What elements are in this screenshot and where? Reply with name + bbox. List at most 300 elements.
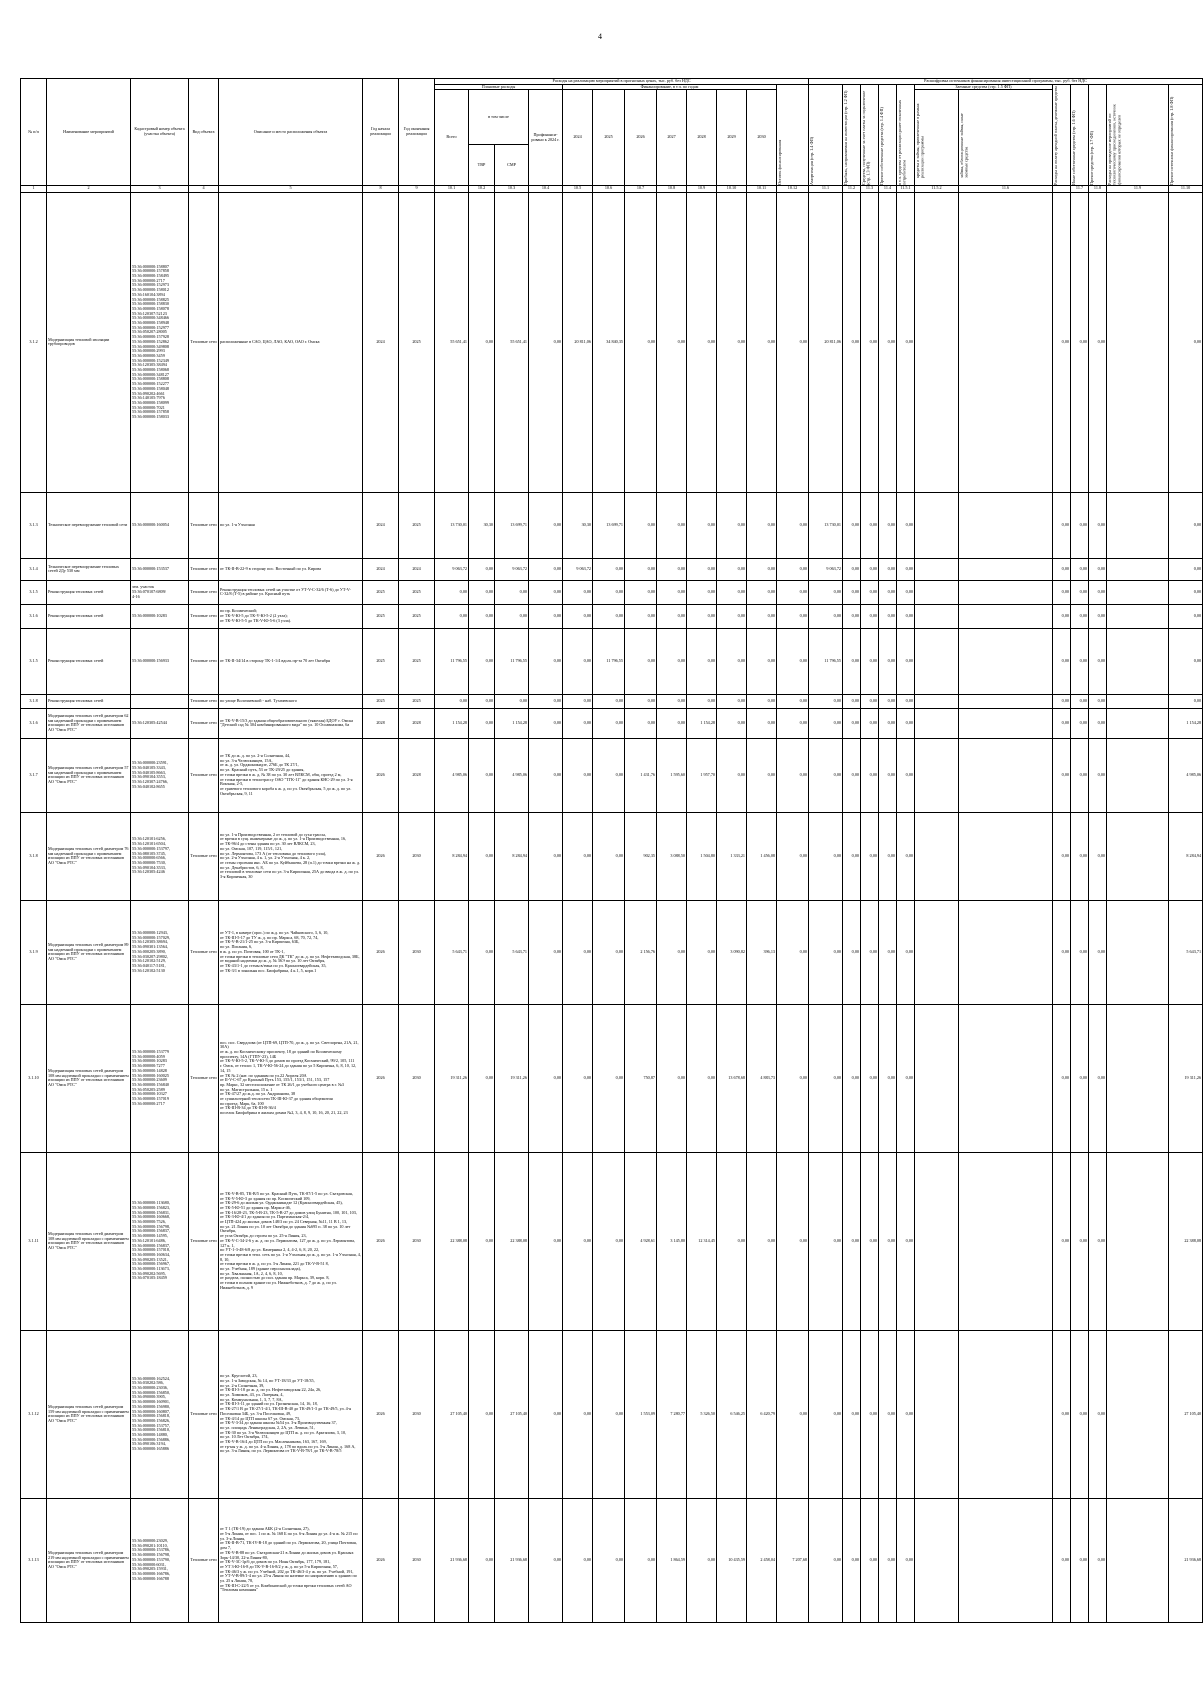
cell-value: 0,00 <box>843 558 861 580</box>
column-index-cell: 10.5 <box>563 185 593 192</box>
cell-no: 3.1.5 <box>21 580 47 604</box>
cell-value: 0,00 <box>777 580 809 604</box>
cell-value: 0,00 <box>1053 492 1071 558</box>
cell-cadastral: 55:36:120305:42544 <box>131 708 189 738</box>
cell-value: 0,00 <box>1071 192 1089 492</box>
cell-cadastral: 55:36:000000:162524, 55:36:030202:586, 55:36:000000:23036, 55:36:000000:156850, 55:36:090000:3905, 55:36:000000:160901, 55:36:000000:156980, 55:36:000000:160807, 55:36:000000:156818, 55:36:000000:156826, 55:36:000000:153757, 55:36:000000:156810, 55:36:000000:14880, 55:36:000000:156886, 55:36:090106:3194, 55:36:000000:165886 <box>131 1330 189 1498</box>
cell-value: 0,00 <box>777 1004 809 1152</box>
cell-value: 0,00 <box>747 192 777 492</box>
cell-value: 0,00 <box>593 1498 625 1622</box>
cell-no: 3.1.5 <box>21 628 47 694</box>
cell-name: Реконструкция тепловых сетей <box>47 628 131 694</box>
cell-value: 8 284,94 <box>435 812 469 900</box>
hdr-fund-3: Средства, полученные за счет платы за подключение (стр. 1.3 ФП) <box>861 84 879 185</box>
cell-value: 0,00 <box>1089 628 1107 694</box>
cell-value: 0,00 <box>1089 694 1107 708</box>
column-index-cell: 3 <box>131 185 189 192</box>
cell-value: 2 156,76 <box>625 900 657 1004</box>
cell-value: 0,00 <box>879 694 897 708</box>
hdr-funding-group: Расшифровка источников финансирования инвестиционной программы, тыс. руб. без НДС <box>809 79 1203 85</box>
cell-value: 0,00 <box>897 708 915 738</box>
cell-value: 0,00 <box>861 738 879 812</box>
cell-value: 1 553,09 <box>625 1330 657 1498</box>
cell-value: 1 333,21 <box>717 812 747 900</box>
cell-value: 5 326,50 <box>687 1330 717 1498</box>
hdr-total: Всего <box>435 90 469 185</box>
cell-value: 0,00 <box>861 628 879 694</box>
cell-value: 0,00 <box>593 1152 625 1330</box>
cell-value: 9 063,72 <box>435 558 469 580</box>
cell-value: 0,00 <box>1071 1498 1089 1622</box>
cell-value: 0,00 <box>747 558 777 580</box>
cell-value: 55 651,41 <box>495 192 529 492</box>
cell-value: 13 730,01 <box>435 492 469 558</box>
cell-value: 11 796,55 <box>809 628 843 694</box>
cell-value: 0,00 <box>777 708 809 738</box>
cell-value: 0,00 <box>879 812 897 900</box>
hdr-year-2024: 2024 <box>563 90 593 185</box>
cell-value: 0,00 <box>809 900 843 1004</box>
cell-object-type: Тепловые сети <box>189 192 219 492</box>
cell-cadastral: 55:36:000000:153779 55:36:000000:4059 55:36:000000:10283 55:36:000000:7277 55:36:000000:14828 55:36:000000:160025 55:36:000000:23609 55:36:000000:156840 55:36:050205:2589 55:36:000000:10327 55:36:000000:157019 55:36:000000:2717 <box>131 1004 189 1152</box>
cell-value <box>1107 812 1169 900</box>
cell-cadastral: 55:36:000000:158807 55:36:000000:157858 55:36:000000:158495 55:36:000000:2717 55:36:000000:152973 55:36:000000:158012 55:36:160104:3894 55:36:000000:158825 55:36:000000:158830 55:36:000000:158078 55:36:120307:52123 55:36:000000:348466 55:36:000000:158948 55:36:000000:152977 55:36:050207:28005 55:36:000000:157928 55:36:000000:152862 55:36:000000:349808 55:36:000000:2993 55:36:000000:3459 55:36:000000:152349 55:36:120305:38494 55:36:000000:158068 55:36:000000:348127 55:36:000000:158808 55:36:000000:152277 55:36:000000:158048 55:36:090202:4661 55:36:140105:7976 55:36:000000:158099 55:36:000000:7021 55:36:000000:157858 55:36:000000:158033 <box>131 192 189 492</box>
cell-value: 0,00 <box>809 580 843 604</box>
cell-value: 0,00 <box>717 738 747 812</box>
cell-value <box>1107 492 1169 558</box>
cell-value: 1 456,08 <box>747 812 777 900</box>
cell-value: 0,00 <box>897 580 915 604</box>
cell-name: Модернизация тепловых сетей диаметром 89 мм надземной прокладки с применением изоляции из ППУ от тепловых источников АО "Омск РТС" <box>47 900 131 1004</box>
table-row <box>21 492 1203 558</box>
column-index-cell: 11.4 <box>879 185 897 192</box>
column-index-cell: 10.4 <box>529 185 563 192</box>
hdr-fund-2: Прибыль, направляемая на инвестиции (стр. 1.2 ФП) <box>843 84 861 185</box>
hdr-year-2027: 2027 <box>657 90 687 185</box>
cell-value: 0,00 <box>625 492 657 558</box>
cell-value: 0,00 <box>777 604 809 628</box>
cell-year-start: 2025 <box>363 628 399 694</box>
cell-value: 5 643,71 <box>495 900 529 1004</box>
cell-value: 1 504,80 <box>687 812 717 900</box>
cell-value: 0,00 <box>469 1004 495 1152</box>
hdr-fund-1: Амортизация (стр. 1.4 ФП) <box>809 84 843 185</box>
cell-value: 0,00 <box>625 628 657 694</box>
column-index-cell <box>1053 185 1071 192</box>
cell-value <box>915 558 959 580</box>
cell-value: 0,00 <box>593 708 625 738</box>
cell-value: 0,00 <box>1071 580 1089 604</box>
cell-value <box>1107 1498 1169 1622</box>
cell-object-type: Тепловые сети <box>189 1498 219 1622</box>
column-index-cell: 10.11 <box>747 185 777 192</box>
column-index-cell: 1 <box>21 185 47 192</box>
cell-value: 0,00 <box>1071 1330 1089 1498</box>
hdr-remaining: Остаток финансирования <box>777 84 809 185</box>
cell-value: 0,00 <box>529 628 563 694</box>
cell-value: 0,00 <box>625 1498 657 1622</box>
cell-value: 0,00 <box>563 738 593 812</box>
cell-value: 0,00 <box>717 1152 747 1330</box>
cell-value: 0,00 <box>593 738 625 812</box>
cell-value <box>1107 580 1169 604</box>
cell-value: 22 388,08 <box>1169 1152 1203 1330</box>
column-index-cell: 9 <box>399 185 435 192</box>
cell-no: 3.1.11 <box>21 1152 47 1330</box>
cell-value: 0,00 <box>747 628 777 694</box>
cell-value: 0,00 <box>717 694 747 708</box>
cell-value: 4 985,06 <box>1169 738 1203 812</box>
cell-value: 0,00 <box>897 492 915 558</box>
cell-value: 0,00 <box>809 812 843 900</box>
column-index-cell: 11.10 <box>1169 185 1203 192</box>
cell-value: 0,00 <box>625 604 657 628</box>
cell-value <box>959 604 1053 628</box>
cell-value: 0,00 <box>625 558 657 580</box>
cell-cadastral: 55:36:000000:156933 <box>131 628 189 694</box>
column-index-cell: 10.10 <box>717 185 747 192</box>
cell-value: 0,00 <box>1169 558 1203 580</box>
cell-value <box>959 1004 1053 1152</box>
cell-value: 0,00 <box>861 492 879 558</box>
cell-value: 0,00 <box>1089 558 1107 580</box>
cell-value: 0,00 <box>1053 1004 1071 1152</box>
cell-no: 3.1.8 <box>21 812 47 900</box>
cell-value: 0,00 <box>1071 604 1089 628</box>
column-index-cell: 11.3 <box>861 185 879 192</box>
cell-value: 0,00 <box>809 694 843 708</box>
cell-description: от ТК-II-34/14 в сторону ТК-1-1/4 вдоль пр-та 70 лет Октября <box>219 628 363 694</box>
cell-value: 0,00 <box>469 192 495 492</box>
cell-value: 0,00 <box>717 492 747 558</box>
cell-value: 21 936,68 <box>495 1498 529 1622</box>
cell-value <box>1107 604 1169 628</box>
cell-value: 1 154,28 <box>435 708 469 738</box>
cell-value: 0,00 <box>1089 192 1107 492</box>
table-row <box>21 628 1203 694</box>
cell-value: 0,00 <box>563 708 593 738</box>
cell-value: 30,30 <box>469 492 495 558</box>
table-row <box>21 558 1203 580</box>
cell-value <box>959 1330 1053 1498</box>
table-row <box>21 812 1203 900</box>
cell-value: 0,00 <box>1071 1152 1089 1330</box>
cell-value: 0,00 <box>687 558 717 580</box>
cell-value: 0,00 <box>529 1330 563 1498</box>
cell-value: 0,00 <box>879 492 897 558</box>
cell-value: 0,00 <box>529 604 563 628</box>
cell-value: 0,00 <box>469 558 495 580</box>
cell-object-type: Тепловые сети <box>189 628 219 694</box>
cell-name: Модернизация тепловой изоляции трубопроводов <box>47 192 131 492</box>
cell-value: 0,00 <box>1169 604 1203 628</box>
cell-no: 3.1.10 <box>21 1004 47 1152</box>
cell-value: 396,13 <box>747 900 777 1004</box>
cell-value: 0,00 <box>1053 628 1071 694</box>
hdr-fund-9: Расходы на оплату арендной платы, денежные средства <box>1053 84 1071 185</box>
cell-year-end: 2030 <box>399 900 435 1004</box>
cell-value: 0,00 <box>843 492 861 558</box>
cell-value: 0,00 <box>747 492 777 558</box>
cell-value: 9 063,72 <box>495 558 529 580</box>
cell-value: 0,00 <box>469 628 495 694</box>
cell-value: 0,00 <box>897 558 915 580</box>
cell-value: 0,00 <box>593 604 625 628</box>
cell-value: 0,00 <box>593 694 625 708</box>
cell-year-end: 2024 <box>399 558 435 580</box>
cell-value: 0,00 <box>625 694 657 708</box>
cell-value: 0,00 <box>777 192 809 492</box>
cell-value: 0,00 <box>1089 708 1107 738</box>
cell-value: 0,00 <box>717 192 747 492</box>
cell-no: 3.1.7 <box>21 738 47 812</box>
cell-value: 0,00 <box>495 604 529 628</box>
cell-value <box>915 492 959 558</box>
cell-value: 0,00 <box>563 1152 593 1330</box>
cell-value: 0,00 <box>687 900 717 1004</box>
cell-value: 0,00 <box>843 738 861 812</box>
column-index-cell: 11.5.1 <box>897 185 915 192</box>
cell-value: 0,00 <box>469 738 495 812</box>
cell-cadastral: 55:36:000000:113680, 55:36:000000:156823, 55:36:000000:156831, 55:36:000000:160668, 55:36:000000:7526, 55:36:000000:156798, 55:36:000000:156837, 55:36:000000:14595, 55:36:120101:6486, 55:36:000000:156837, 55:36:000000:157018, 55:36:000000:160634, 55:36:090205:13521, 55:36:000000:156967, 55:36:000000:113673, 55:36:090202:5695, 55:36:070105:18459 <box>131 1152 189 1330</box>
cell-value: 0,00 <box>1089 580 1107 604</box>
cell-value: 0,00 <box>843 900 861 1004</box>
cell-value: 0,00 <box>1053 558 1071 580</box>
hdr-fund-11: Прочие средства (стр. 1.7 ФП) <box>1089 84 1107 185</box>
cell-value: 21 936,68 <box>1169 1498 1203 1622</box>
cell-value <box>959 1152 1053 1330</box>
cell-value: 0,00 <box>1089 492 1107 558</box>
cell-value: 0,00 <box>879 580 897 604</box>
cell-name: Модернизация тепловых сетей диаметром 108 мм надземной прокладки с применением изоляции из ППУ от тепловых источников АО "Омск РТС" <box>47 1004 131 1152</box>
column-index-cell: 10.3 <box>495 185 529 192</box>
cell-year-end: 2025 <box>399 492 435 558</box>
cell-value: 0,00 <box>529 708 563 738</box>
cell-year-end: 2025 <box>399 580 435 604</box>
cell-value: 1 154,28 <box>495 708 529 738</box>
cell-description: по улице Волочаевской - наб. Тухачевского <box>219 694 363 708</box>
cell-no: 3.1.2 <box>21 192 47 492</box>
cell-value: 0,00 <box>529 1004 563 1152</box>
cell-value: 27 105,40 <box>435 1330 469 1498</box>
cell-value: 0,00 <box>843 604 861 628</box>
cell-year-end: 2028 <box>399 738 435 812</box>
cell-value: 0,00 <box>529 1152 563 1330</box>
cell-year-end: 2028 <box>399 708 435 738</box>
table-row <box>21 580 1203 604</box>
cell-value: 0,00 <box>861 1152 879 1330</box>
cell-object-type: Тепловые сети <box>189 1152 219 1330</box>
cell-value: 0,00 <box>843 628 861 694</box>
cell-value: 0,00 <box>1071 1004 1089 1152</box>
cell-value: 4 985,06 <box>435 738 469 812</box>
cell-value: 9 063,72 <box>563 558 593 580</box>
cell-value: 0,00 <box>657 558 687 580</box>
cell-value: 11 796,55 <box>593 628 625 694</box>
cell-value: 0,00 <box>777 738 809 812</box>
cell-value: 0,00 <box>879 708 897 738</box>
cell-value: 0,00 <box>1169 694 1203 708</box>
hdr-year-2026: 2026 <box>625 90 657 185</box>
cell-value: 0,00 <box>879 628 897 694</box>
cell-value: 0,00 <box>843 1152 861 1330</box>
table-row <box>21 1152 1203 1330</box>
cell-value: 0,00 <box>809 1152 843 1330</box>
cell-year-start: 2024 <box>363 558 399 580</box>
cell-value: 0,00 <box>809 1004 843 1152</box>
cell-value: 0,00 <box>843 1004 861 1152</box>
cell-value: 22 388,08 <box>435 1152 469 1330</box>
cell-value: 0,00 <box>843 580 861 604</box>
cell-year-start: 2026 <box>363 900 399 1004</box>
cell-no: 3.1.4 <box>21 558 47 580</box>
cell-value: 0,00 <box>687 628 717 694</box>
cell-value <box>959 708 1053 738</box>
cell-value <box>1107 628 1169 694</box>
cell-name: Техническое перевооружение тепловой сети <box>47 492 131 558</box>
hdr-year-end: Год окончания реализации <box>399 79 435 186</box>
cell-value: 0,00 <box>897 604 915 628</box>
cell-value: 0,00 <box>563 1330 593 1498</box>
cell-value: 1 864,59 <box>657 1498 687 1622</box>
cell-value: 0,00 <box>897 192 915 492</box>
cell-value: 0,00 <box>625 192 657 492</box>
cell-value: 0,00 <box>529 812 563 900</box>
cell-value: 8 284,94 <box>495 812 529 900</box>
cell-value: 0,00 <box>687 694 717 708</box>
cell-value: 0,00 <box>1071 738 1089 812</box>
cell-year-start: 2025 <box>363 604 399 628</box>
cell-value: 0,00 <box>879 558 897 580</box>
cell-value: 0,00 <box>777 694 809 708</box>
cell-object-type: Тепловые сети <box>189 738 219 812</box>
cell-no: 3.1.12 <box>21 1330 47 1498</box>
cell-value: 0,00 <box>861 604 879 628</box>
cell-value: 0,00 <box>1089 900 1107 1004</box>
column-index-cell: 10.7 <box>625 185 657 192</box>
cell-value: 1 154,28 <box>687 708 717 738</box>
cell-value: 0,00 <box>687 492 717 558</box>
cell-value: 0,00 <box>1071 812 1089 900</box>
cell-value <box>915 192 959 492</box>
cell-value: 5 643,71 <box>1169 900 1203 1004</box>
cell-value: 0,00 <box>593 558 625 580</box>
cell-object-type: Тепловые сети <box>189 1330 219 1498</box>
cell-value: 4 883,73 <box>747 1004 777 1152</box>
hdr-year-start: Год начала реализации <box>363 79 399 186</box>
cell-value: 0,00 <box>657 694 687 708</box>
cell-value: 22 388,08 <box>495 1152 529 1330</box>
hdr-cadastral: Кадастровый номер объекта (участка объекта) <box>131 79 189 186</box>
hdr-fund-14: Прочие источники финансирования (стр. 1.8 ФП) <box>1169 84 1203 185</box>
cell-cadastral: 55:36:000000:12943, 55:36:000000:157029, 55:36:120305:38694, 55:36:090301:13564, 55:36:000205:3890, 55:36:030207:29802, 55:36:120102:5129, 55:36:040117:5181, 55:36:120102:5130 <box>131 900 189 1004</box>
cell-value: 0,00 <box>1169 192 1203 492</box>
cell-value <box>1107 192 1169 492</box>
cell-value: 0,00 <box>879 1498 897 1622</box>
cell-value: 0,00 <box>861 192 879 492</box>
cell-value: 34 840,35 <box>593 192 625 492</box>
cell-value <box>1107 708 1169 738</box>
cell-cadastral: 55:36:000000:153537 <box>131 558 189 580</box>
cell-value: 0,00 <box>717 558 747 580</box>
cell-value: 0,00 <box>879 900 897 1004</box>
hdr-fund-13: Расходы на проведение мероприятий по технологическому присоединению, источник финансирования которых не определен <box>1107 84 1169 185</box>
cell-value: 0,00 <box>843 694 861 708</box>
cell-year-end: 2030 <box>399 812 435 900</box>
cell-value <box>915 1330 959 1498</box>
cell-object-type: Тепловые сети <box>189 492 219 558</box>
cell-value: 27 105,40 <box>495 1330 529 1498</box>
cell-value: 0,00 <box>593 1004 625 1152</box>
cell-value <box>1107 1152 1169 1330</box>
cell-value: 0,00 <box>861 558 879 580</box>
hdr-no: № п/п <box>21 79 47 186</box>
cell-value: 0,00 <box>469 1498 495 1622</box>
cell-value: 0,00 <box>879 1152 897 1330</box>
cell-value: 0,00 <box>435 694 469 708</box>
column-index-row <box>21 185 1203 192</box>
cell-value: 0,00 <box>1053 604 1071 628</box>
cell-value: 0,00 <box>747 580 777 604</box>
cell-cadastral: 55:36:000000:10283 <box>131 604 189 628</box>
cell-value: 0,00 <box>469 708 495 738</box>
cell-object-type: Тепловые сети <box>189 1004 219 1152</box>
cell-no: 3.1.8 <box>21 694 47 708</box>
cell-value: 0,00 <box>861 812 879 900</box>
cell-value <box>959 694 1053 708</box>
cell-no: 3.1.6 <box>21 708 47 738</box>
cell-value: 0,00 <box>529 192 563 492</box>
cell-value: 0,00 <box>747 1152 777 1330</box>
table-row <box>21 1498 1203 1622</box>
cell-value: 0,00 <box>435 580 469 604</box>
cell-value: 13 678,68 <box>717 1004 747 1152</box>
cell-description: по пр. Космический; от ТК-V-Ю-5 до ТК-V-Ю-5-2 (2 узла); от ТК-V-Ю-5-5 до ТК-V-Ю-5-6 (3 узла). <box>219 604 363 628</box>
cell-value: 0,00 <box>1169 580 1203 604</box>
cell-value: 4 928,61 <box>625 1152 657 1330</box>
cell-value: 0,00 <box>1053 192 1071 492</box>
cell-value: 0,00 <box>563 580 593 604</box>
cell-name: Модернизация тепловых сетей диаметром 108 мм надземной прокладки с применением изоляции из ППУ от тепловых источников АО "Омск РТС" <box>47 1152 131 1330</box>
cell-description: от ТК-V-В-85, ТК-В/5 по ул. Красный Путь, ТК-87/1-5 по ул. Съездовская, от ТК-V-5-Ю-3 до здания по пр. Космический 109, от ТК-29-6 до жилым ул. Орджоникидзе 12 (Красногвардейская, 45), от ТК-5-Ю-51 до здания пр. Маркса-46, от ТК-16/28-23, ТК-5-В-23, ТК-5-В-27 до домов улиц Бунитна, 100, 101, 103, от ТК-3-Ю-4/1 до здания по ул. Партизанская-2/4, от ЦТП-424 до жилых домов 148/3 по ул. 24 Северная, №11, 11 В 1, 13, по ул. 21 Линия по ул. 10 лет Октября до здания №695 п. 38 по ул. 10 лет Октября, от угла Октябрь до строен по ул. 25-я Линия, 23, от ТК-V-С-34-2-6 у ж. д. по ул. Лермонтова, 127 до ж. д. по ул. Лермонтова, 127 к. 1, по УТ-1-3-48-6/8 до ул. Камерника 2, 4, 4-2, 6, 8, 20, 22, от точки врезки в тепл. сеть по ул. 1-я Учхозная до ж. д. по ул. 1-я Учхозная, 4, 8, 10, от точки врезки в ж. д. по ул. 3-я Линия, 221 до ТК-V-В-51 8, по ул. Учебная, 189 (здание персоналсклада), по ул. Хвалынная, 1А, 2, 4, 6, 8, 10, от раздела, полностью до пол. здания пр. Маркса, 39, корп. 8, от точки в полном здание по ул. Нижнеботнов, д. 7 до ж. д. по ул. Нижнеботнов, д. 9 <box>219 1152 363 1330</box>
page-number: 4 <box>598 32 602 41</box>
cell-object-type: Тепловые сети <box>189 694 219 708</box>
cell-value: 0,00 <box>777 628 809 694</box>
cell-year-start: 2025 <box>363 580 399 604</box>
cell-value: 0,00 <box>563 1004 593 1152</box>
column-index-cell: 2 <box>47 185 131 192</box>
cell-value: 0,00 <box>1089 812 1107 900</box>
cell-object-type: Тепловые сети <box>189 812 219 900</box>
column-index-cell: 10.6 <box>593 185 625 192</box>
cell-value <box>959 812 1053 900</box>
cell-object-type: Тепловые сети <box>189 580 219 604</box>
cell-value: 0,00 <box>657 492 687 558</box>
cell-object-type: Тепловые сети <box>189 708 219 738</box>
cell-name: Реконструкция тепловых сетей <box>47 580 131 604</box>
cell-value: 0,00 <box>1053 812 1071 900</box>
cell-value: 0,00 <box>809 604 843 628</box>
cell-value: 0,00 <box>897 628 915 694</box>
cell-cadastral: 55:36:120101:6256, 55:36:120101:6504, 55:36:000000:153797, 55:36:080105:3745, 55:36:000000:6566, 55:36:000000:7530, 55:36:090104:3533, 55:36:120305:4246 <box>131 812 189 900</box>
cell-value <box>915 1004 959 1152</box>
cell-value: 0,00 <box>809 708 843 738</box>
cell-value <box>915 738 959 812</box>
cell-value: 0,00 <box>529 738 563 812</box>
cell-value: 4 985,06 <box>495 738 529 812</box>
hdr-fund-6: Заемные средства (стр. 1.5 ФП) <box>915 84 1053 90</box>
cell-value: 0,00 <box>809 1330 843 1498</box>
